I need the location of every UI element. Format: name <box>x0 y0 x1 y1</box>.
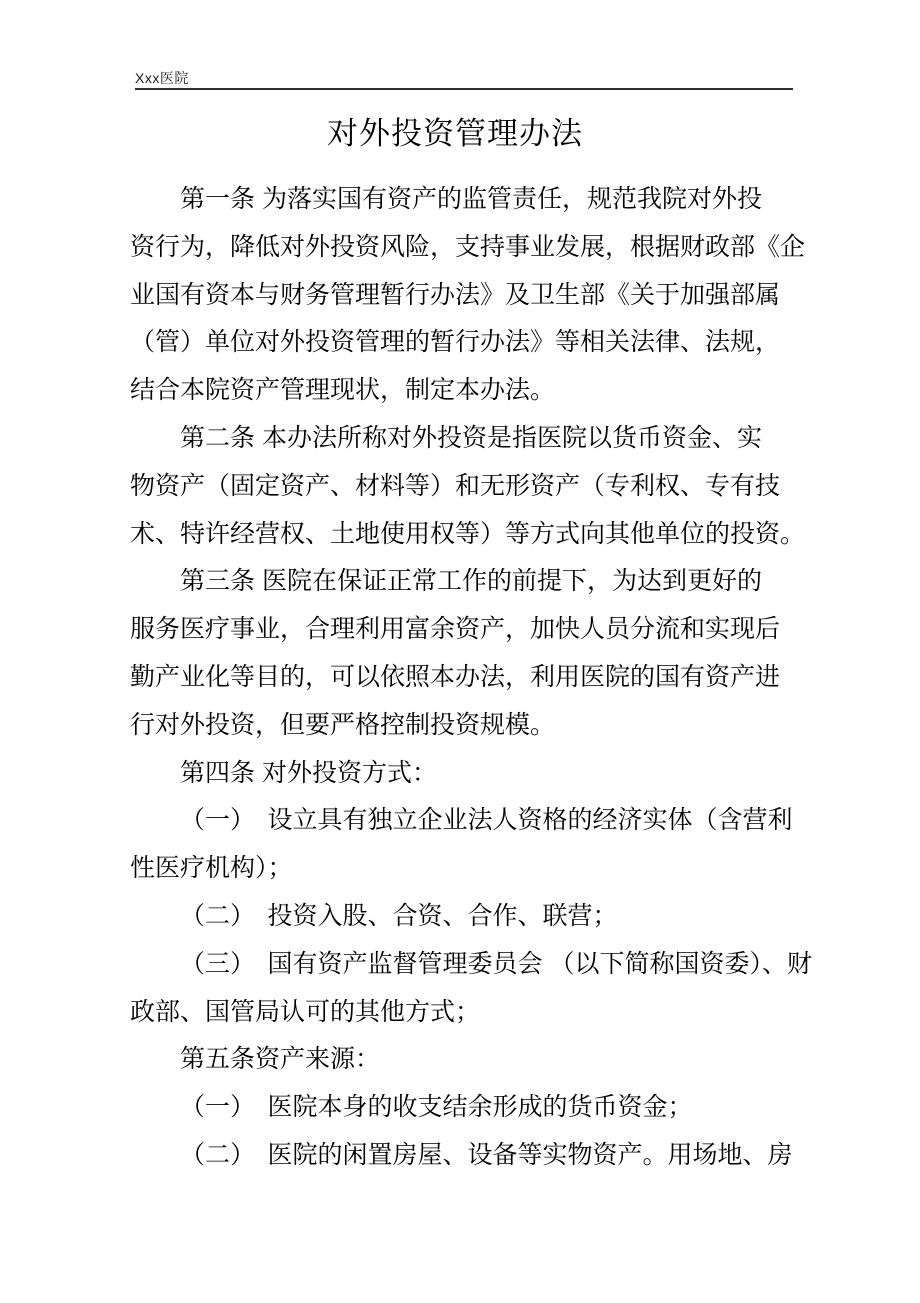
body-line: 性医疗机构）； <box>130 854 293 883</box>
body-line: 政部、国管局认可的其他方式； <box>130 997 481 1026</box>
body-line: 资行为，降低对外投资风险，支持事业发展，根据财政部《企 <box>130 232 806 261</box>
body-line: 第四条 对外投资方式： <box>180 758 437 787</box>
body-line: （管）单位对外投资管理的暂行办法》等相关法律、法规， <box>130 328 781 357</box>
document-title: 对外投资管理办法 <box>327 116 583 151</box>
page-header-company: Xxx医院 <box>135 70 189 86</box>
body-line: 术、特许经营权、土地使用权等）等方式向其他单位的投资。 <box>130 519 806 548</box>
body-line: （三） 国有资产监督管理委员会 （以下简称国资委）、财 <box>180 949 812 978</box>
body-line: 勤产业化等目的，可以依照本办法，利用医院的国有资产进 <box>130 662 781 691</box>
body-line: 物资产（固定资产、材料等）和无形资产（专利权、专有技 <box>130 471 781 500</box>
body-line: 第一条 为落实国有资产的监管责任，规范我院对外投 <box>180 185 762 213</box>
body-line: 业国有资本与财务管理暂行办法》及卫生部《关于加强部属 <box>130 280 781 309</box>
body-line: （一） 设立具有独立企业法人资格的经济实体（含营利 <box>180 806 793 835</box>
body-line: 结合本院资产管理现状，制定本办法。 <box>130 376 556 405</box>
body-line: （一） 医院本身的收支结余形成的货币资金； <box>180 1093 693 1122</box>
header-divider-line <box>135 88 793 90</box>
body-line: 第二条 本办法所称对外投资是指医院以货币资金、实 <box>180 423 762 452</box>
body-line: 服务医疗事业，合理利用富余资产，加快人员分流和实现后 <box>130 615 781 644</box>
body-line: 行对外投资，但要严格控制投资规模。 <box>130 710 556 739</box>
body-line: （二） 投资入股、合资、合作、联营； <box>180 901 618 930</box>
body-line: （二） 医院的闲置房屋、设备等实物资产。用场地、房 <box>180 1140 793 1169</box>
body-line: 第三条 医院在保证正常工作的前提下，为达到更好的 <box>180 567 762 596</box>
body-line: 第五条资产来源： <box>180 1045 381 1074</box>
document-body <box>130 176 830 1180</box>
